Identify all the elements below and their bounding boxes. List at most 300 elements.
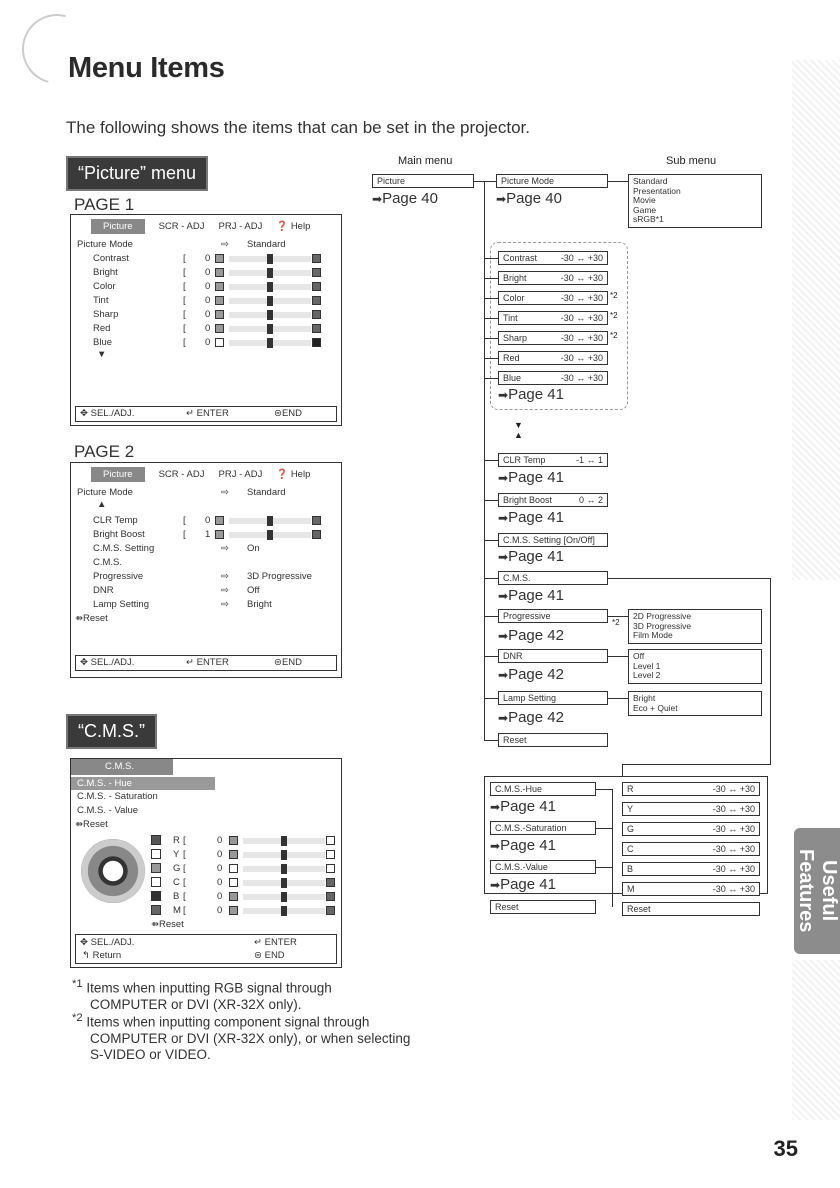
- red-slider[interactable]: [215, 324, 321, 334]
- tree-lamp: Lamp Setting: [498, 691, 608, 705]
- tree-cms-saturation: C.M.S.-Saturation: [490, 821, 596, 835]
- tab-help[interactable]: [276, 469, 310, 480]
- end-label: END: [281, 657, 303, 668]
- tree-page41d: [498, 548, 564, 565]
- bracket: [: [183, 863, 186, 874]
- tree-color-r-range: -30 ↔ +30: [712, 784, 755, 794]
- page-ref-arrow-icon: ➡: [498, 550, 509, 564]
- tree-picture-mode: Picture Mode: [496, 174, 608, 188]
- tree-color-c-letter: C: [627, 844, 634, 854]
- scroll-up-icon: ▲: [97, 499, 107, 510]
- bracket: [: [183, 849, 186, 860]
- value-bright-boost: 1: [205, 529, 211, 540]
- y-slider[interactable]: [229, 850, 335, 860]
- tab-prj-adj[interactable]: PRJ - ADJ: [218, 468, 263, 480]
- sel-adj: [80, 408, 134, 419]
- enter-icon: ↵: [186, 408, 194, 419]
- color-c[interactable]: C: [173, 877, 180, 888]
- tree-red-range: -30 ↔ +30: [560, 353, 603, 363]
- connector: [596, 828, 612, 829]
- m-slider[interactable]: [229, 906, 335, 916]
- edge-pattern: [792, 60, 840, 580]
- picture-mode-label: Picture Mode: [77, 487, 133, 498]
- dnr-option: Off: [633, 651, 645, 661]
- osd-cms: [70, 758, 342, 968]
- bracket: [: [183, 267, 186, 278]
- page1-label: PAGE 1: [74, 195, 135, 214]
- bracket: [: [183, 515, 186, 526]
- osd-page1: [70, 214, 342, 426]
- page-ref-arrow-icon: ➡: [498, 589, 509, 603]
- page-ref-arrow-icon: ➡: [496, 192, 507, 206]
- connector: [612, 789, 613, 907]
- value-b: 0: [217, 891, 223, 902]
- page-title: Menu Items: [68, 52, 225, 84]
- color-wheel-icon: [81, 839, 145, 903]
- page-ref-text: Page 41: [508, 386, 564, 403]
- tree-page41h: [490, 876, 556, 893]
- pointer-icon: ⇨: [221, 571, 229, 582]
- tree-clr-temp: [498, 453, 608, 467]
- enter-label: ENTER: [196, 657, 229, 668]
- r-slider[interactable]: [229, 836, 335, 846]
- osd-footer: [75, 655, 337, 671]
- sel-adj-label: SEL./ADJ.: [90, 657, 135, 668]
- tree-page40a: [372, 190, 438, 207]
- bright-boost-slider[interactable]: [215, 530, 321, 540]
- osd-item-red[interactable]: Red: [93, 323, 111, 334]
- footnote-2-text-c: S-VIDEO or VIDEO.: [90, 1046, 211, 1062]
- tab-picture[interactable]: Picture: [91, 219, 145, 234]
- footnote-2: [72, 1010, 410, 1063]
- bracket: [: [183, 835, 186, 846]
- help-icon: ❓: [276, 468, 289, 480]
- value-lamp: Bright: [247, 599, 272, 610]
- color-slider[interactable]: [215, 282, 321, 292]
- bracket: [: [183, 295, 186, 306]
- tree-color-y-letter: Y: [627, 804, 634, 814]
- help-icon: ❓: [276, 220, 289, 232]
- value-bright: 0: [205, 267, 211, 278]
- tree-lamp-options: [628, 691, 762, 716]
- dnr-option: Level 1: [633, 660, 661, 671]
- connector: [608, 578, 770, 579]
- c-slider[interactable]: [229, 878, 335, 888]
- bright-slider[interactable]: [215, 268, 321, 278]
- lamp-option: Eco + Quiet: [633, 702, 678, 713]
- tab-help[interactable]: [276, 221, 310, 232]
- connector: [608, 616, 628, 617]
- end-icon: ⊜: [274, 657, 282, 668]
- tree-clr-temp-range: -1 ↔ 1: [575, 455, 603, 465]
- tree-sharp: [498, 331, 608, 345]
- page-ref-arrow-icon: ➡: [490, 839, 501, 853]
- enter-icon: ↵: [254, 937, 262, 948]
- osd-item-cms[interactable]: C.M.S.: [93, 557, 123, 568]
- color-g[interactable]: G: [173, 863, 181, 874]
- tree-page41b: [498, 469, 564, 486]
- connector: [484, 378, 498, 379]
- connector: [484, 318, 498, 319]
- page-ref-text: Page 41: [500, 798, 556, 815]
- footnote-1-mark: *1: [72, 978, 83, 990]
- footnote-2-mark: *2: [72, 1012, 83, 1024]
- page-ref-arrow-icon: ➡: [498, 711, 509, 725]
- tree-dnr-options: [628, 649, 762, 684]
- tree-page42c: [498, 709, 564, 726]
- connector: [622, 764, 623, 776]
- tree-color-c-range: -30 ↔ +30: [712, 844, 755, 854]
- g-slider[interactable]: [229, 864, 335, 874]
- tree-bright-label: Bright: [503, 273, 527, 283]
- footnote-1-text: Items when inputting RGB signal through: [86, 980, 332, 996]
- progressive-option: 3D Progressive: [633, 620, 692, 631]
- connector: [484, 338, 498, 339]
- osd-item-blue[interactable]: Blue: [93, 337, 113, 348]
- tree-page41g: [490, 837, 556, 854]
- contrast-slider[interactable]: [215, 254, 321, 264]
- enter: [186, 657, 229, 668]
- tree-cms-setting: C.M.S. Setting [On/Off]: [498, 533, 608, 547]
- osd-item-reset[interactable]: [75, 613, 108, 624]
- tree-picture: Picture: [372, 174, 474, 188]
- page-ref-text: Page 41: [508, 469, 564, 486]
- mode-option: Game: [633, 204, 657, 215]
- help-label: Help: [290, 468, 311, 480]
- tree-color-range: -30 ↔ +30: [560, 293, 603, 303]
- mode-option: Standard: [633, 176, 668, 186]
- osd-footer: [75, 406, 337, 422]
- b-slider[interactable]: [229, 892, 335, 902]
- tree-contrast-range: -30 ↔ +30: [560, 253, 603, 263]
- tree-color-g-range: -30 ↔ +30: [712, 824, 755, 834]
- enter-icon: ↵: [186, 657, 194, 668]
- page-ref-arrow-icon: ➡: [498, 668, 509, 682]
- tree-blue: [498, 371, 608, 385]
- enter-label: ENTER: [264, 937, 297, 948]
- tree-clr-temp-label: CLR Temp: [503, 455, 546, 465]
- osd-item-color[interactable]: Color: [93, 281, 116, 292]
- tree-color-reset: Reset: [622, 902, 760, 916]
- enter: [254, 937, 297, 948]
- page-ref-text: Page 41: [508, 548, 564, 565]
- value-sharp: 0: [205, 309, 211, 320]
- connector: [608, 656, 628, 657]
- note-sharp: *2: [610, 331, 618, 340]
- osd-item-contrast[interactable]: Contrast: [93, 253, 129, 264]
- swatch-g: [151, 863, 161, 873]
- progressive-option: 2D Progressive: [633, 611, 692, 621]
- tree-bright: [498, 271, 608, 285]
- value-tint: 0: [205, 295, 211, 306]
- tab-scr-adj[interactable]: SCR - ADJ: [158, 220, 205, 232]
- swatch-c: [151, 877, 161, 887]
- page-ref-text: Page 41: [500, 876, 556, 893]
- picture-mode-value[interactable]: Standard: [247, 487, 286, 498]
- bracket: [: [183, 891, 186, 902]
- tree-color-m: [622, 882, 760, 896]
- mode-option: Movie: [633, 195, 656, 205]
- return-label: Return: [92, 950, 122, 961]
- footnote-1: [72, 976, 332, 1013]
- tree-bright-boost: [498, 493, 608, 507]
- sub-menu-label: Sub menu: [666, 155, 717, 167]
- tab-scr-adj[interactable]: SCR - ADJ: [158, 468, 205, 480]
- cms-banner: “C.M.S.”: [66, 714, 157, 749]
- end-icon: ⊜: [254, 950, 262, 961]
- tree-color-m-letter: M: [627, 884, 635, 894]
- value-cms-setting: On: [247, 543, 260, 554]
- value-color: 0: [205, 281, 211, 292]
- tree-color-g-letter: G: [627, 824, 635, 834]
- reset-label: Reset: [158, 919, 184, 930]
- color-reset[interactable]: [151, 919, 184, 930]
- progressive-option: Film Mode: [633, 630, 673, 640]
- tree-bright-boost-range: 0 ↔ 2: [578, 495, 603, 505]
- osd-item-bright-boost[interactable]: Bright Boost: [93, 529, 145, 540]
- page2-label: PAGE 2: [74, 442, 135, 461]
- osd-item-sharp[interactable]: Sharp: [93, 309, 119, 320]
- picture-mode-value[interactable]: Standard: [247, 239, 286, 250]
- pointer-icon: ⇨: [221, 585, 229, 596]
- tab-picture[interactable]: Picture: [91, 467, 145, 482]
- value-g: 0: [217, 863, 223, 874]
- osd-item-dnr[interactable]: DNR: [93, 585, 114, 596]
- tree-color-r-letter: R: [627, 784, 634, 794]
- page-ref-text: Page 41: [500, 837, 556, 854]
- value-dnr: Off: [247, 585, 260, 596]
- mode-option: Presentation: [633, 185, 681, 196]
- connector: [770, 578, 771, 764]
- value-blue: 0: [205, 337, 211, 348]
- cms-item-value[interactable]: C.M.S. - Value: [77, 805, 139, 816]
- tree-page41e: [498, 587, 564, 604]
- value-y: 0: [217, 849, 223, 860]
- tree-page42a: [498, 627, 564, 644]
- dnr-option: Level 2: [633, 670, 661, 680]
- tree-reset: Reset: [498, 733, 608, 747]
- connector: [484, 540, 498, 541]
- lamp-option: Bright: [633, 693, 656, 703]
- bracket: [: [183, 309, 186, 320]
- tree-progressive: Progressive: [498, 609, 608, 623]
- return: [82, 950, 121, 961]
- note-color: *2: [610, 291, 618, 300]
- tree-color-r: [622, 782, 760, 796]
- tree-blue-range: -30 ↔ +30: [560, 373, 603, 383]
- tree-trunk: [484, 181, 485, 741]
- connector: [596, 867, 612, 868]
- footnote-2-text-b: COMPUTER or DVI (XR-32X only), or when selecting: [90, 1030, 411, 1046]
- tree-color-b-range: -30 ↔ +30: [712, 864, 755, 874]
- cms-item-saturation[interactable]: C.M.S. - Saturation: [77, 791, 158, 802]
- sel-adj: [80, 937, 134, 948]
- help-label: Help: [290, 220, 311, 232]
- tree-cms-value: C.M.S.-Value: [490, 860, 596, 874]
- tree-blue-label: Blue: [503, 373, 522, 383]
- tree-bright-boost-label: Bright Boost: [503, 495, 553, 505]
- tree-color-b-letter: B: [627, 864, 634, 874]
- tree-page41f: [490, 798, 556, 815]
- swatch-b: [151, 891, 161, 901]
- tree-red-label: Red: [503, 353, 520, 363]
- tree-sharp-range: -30 ↔ +30: [560, 333, 603, 343]
- page-ref-text: Page 42: [508, 627, 564, 644]
- swatch-y: [151, 849, 161, 859]
- connector: [608, 181, 628, 182]
- picture-mode-label: Picture Mode: [77, 239, 133, 250]
- cms-item-hue[interactable]: C.M.S. - Hue: [71, 777, 215, 790]
- connector: [484, 698, 498, 699]
- sharp-slider[interactable]: [215, 310, 321, 320]
- reset-label: Reset: [82, 613, 108, 624]
- tint-slider[interactable]: [215, 296, 321, 306]
- tree-contrast-label: Contrast: [503, 253, 538, 263]
- color-r[interactable]: R: [173, 835, 180, 846]
- pointer-icon: ⇨: [221, 239, 229, 250]
- tree-color: [498, 291, 608, 305]
- edge-pattern: [792, 960, 840, 1120]
- footnote-1-text-b: COMPUTER or DVI (XR-32X only).: [90, 996, 302, 1012]
- connector: [484, 460, 498, 461]
- pointer-icon: ⇨: [221, 487, 229, 498]
- value-r: 0: [217, 835, 223, 846]
- value-progressive: 3D Progressive: [247, 571, 312, 582]
- scroll-down-icon: ▼: [97, 349, 107, 360]
- reset-icon: ⇻: [151, 919, 159, 930]
- dpad-icon: ✥: [80, 408, 88, 419]
- page-ref-arrow-icon: ➡: [498, 388, 509, 402]
- page-ref-text: Page 40: [382, 190, 438, 207]
- clr-temp-slider[interactable]: [215, 516, 321, 526]
- page-ref-arrow-icon: ➡: [490, 800, 501, 814]
- dpad-icon: ✥: [80, 657, 88, 668]
- tree-picture-modes: [628, 174, 762, 228]
- connector: [474, 181, 496, 182]
- page-ref-arrow-icon: ➡: [498, 471, 509, 485]
- page-ref-arrow-icon: ➡: [372, 192, 383, 206]
- bracket: [: [183, 529, 186, 540]
- tree-contrast: [498, 251, 608, 265]
- tree-sharp-label: Sharp: [503, 333, 528, 343]
- connector: [484, 656, 498, 657]
- connector: [484, 616, 498, 617]
- tab-prj-adj[interactable]: PRJ - ADJ: [218, 220, 263, 232]
- page-ref-arrow-icon: ➡: [490, 878, 501, 892]
- osd-item-bright[interactable]: Bright: [93, 267, 118, 278]
- tree-page41c: [498, 509, 564, 526]
- connector: [608, 698, 628, 699]
- picture-menu-banner: “Picture” menu: [66, 156, 208, 191]
- value-contrast: 0: [205, 253, 211, 264]
- osd-page2: [70, 462, 342, 678]
- connector: [484, 278, 498, 279]
- tree-tint-range: -30 ↔ +30: [560, 313, 603, 323]
- page-ref-arrow-icon: ➡: [498, 511, 509, 525]
- enter: [186, 408, 229, 419]
- value-c: 0: [217, 877, 223, 888]
- bracket: [: [183, 877, 186, 888]
- tree-color-y-range: -30 ↔ +30: [712, 804, 755, 814]
- end: [254, 950, 285, 961]
- end: [274, 657, 302, 668]
- page-ref-text: Page 42: [508, 666, 564, 683]
- color-b[interactable]: B: [173, 891, 180, 902]
- osd-item-progressive[interactable]: Progressive: [93, 571, 144, 582]
- pointer-icon: ⇨: [221, 543, 229, 554]
- osd-item-lamp[interactable]: Lamp Setting: [93, 599, 149, 610]
- sel-adj-label: SEL./ADJ.: [90, 937, 135, 948]
- useful-features-tab[interactable]: Useful Features: [794, 828, 840, 954]
- page-continue-icon: ▼ ▲: [514, 420, 523, 440]
- connector: [484, 578, 498, 579]
- connector: [596, 789, 612, 790]
- reset-label: Reset: [82, 819, 108, 830]
- connector: [484, 740, 498, 741]
- page-ref-text: Page 42: [508, 709, 564, 726]
- end-label: END: [281, 408, 303, 419]
- sel-adj-label: SEL./ADJ.: [90, 408, 135, 419]
- enter-label: ENTER: [196, 408, 229, 419]
- page-ref-arrow-icon: ➡: [498, 629, 509, 643]
- tree-cms-hue: C.M.S.-Hue: [490, 782, 596, 796]
- pointer-icon: ⇨: [221, 599, 229, 610]
- intro-text: The following shows the items that can be set in the projector.: [66, 118, 530, 137]
- value-m: 0: [217, 905, 223, 916]
- note-progressive: *2: [612, 618, 620, 627]
- osd-item-tint[interactable]: Tint: [93, 295, 109, 306]
- dpad-icon: ✥: [80, 937, 88, 948]
- main-menu-label: Main menu: [398, 155, 453, 167]
- tree-tint-label: Tint: [503, 313, 518, 323]
- connector: [484, 258, 498, 259]
- blue-slider[interactable]: [215, 338, 321, 348]
- tab-cms[interactable]: C.M.S.: [71, 759, 173, 775]
- bracket: [: [183, 281, 186, 292]
- color-m[interactable]: M: [173, 905, 181, 916]
- swatch-r: [151, 835, 161, 845]
- value-clr-temp: 0: [205, 515, 211, 526]
- sel-adj: [80, 657, 134, 668]
- page-ref-text: Page 40: [506, 190, 562, 207]
- tree-color-b: [622, 862, 760, 876]
- end: [274, 408, 302, 419]
- osd-item-cms-setting[interactable]: C.M.S. Setting: [93, 543, 155, 554]
- tree-page42b: [498, 666, 564, 683]
- cms-item-reset[interactable]: [75, 819, 108, 830]
- connector: [484, 298, 498, 299]
- tree-color-m-range: -30 ↔ +30: [712, 884, 755, 894]
- color-y[interactable]: Y: [173, 849, 180, 860]
- bracket: [: [183, 323, 186, 334]
- connector: [622, 764, 771, 765]
- bracket: [: [183, 253, 186, 264]
- page-ref-text: Page 41: [508, 509, 564, 526]
- tree-color-y: [622, 802, 760, 816]
- page-number: 35: [773, 1136, 798, 1161]
- tree-dnr: DNR: [498, 649, 608, 663]
- connector: [484, 358, 498, 359]
- page-ref-text: Page 41: [508, 587, 564, 604]
- reset-icon: ⇻: [75, 613, 83, 624]
- bracket: [: [183, 337, 186, 348]
- note-tint: *2: [610, 311, 618, 320]
- osd-item-clr-temp[interactable]: CLR Temp: [93, 515, 138, 526]
- tree-red: [498, 351, 608, 365]
- reset-icon: ⇻: [75, 819, 83, 830]
- mode-option: sRGB*1: [633, 214, 664, 224]
- tree-color-c: [622, 842, 760, 856]
